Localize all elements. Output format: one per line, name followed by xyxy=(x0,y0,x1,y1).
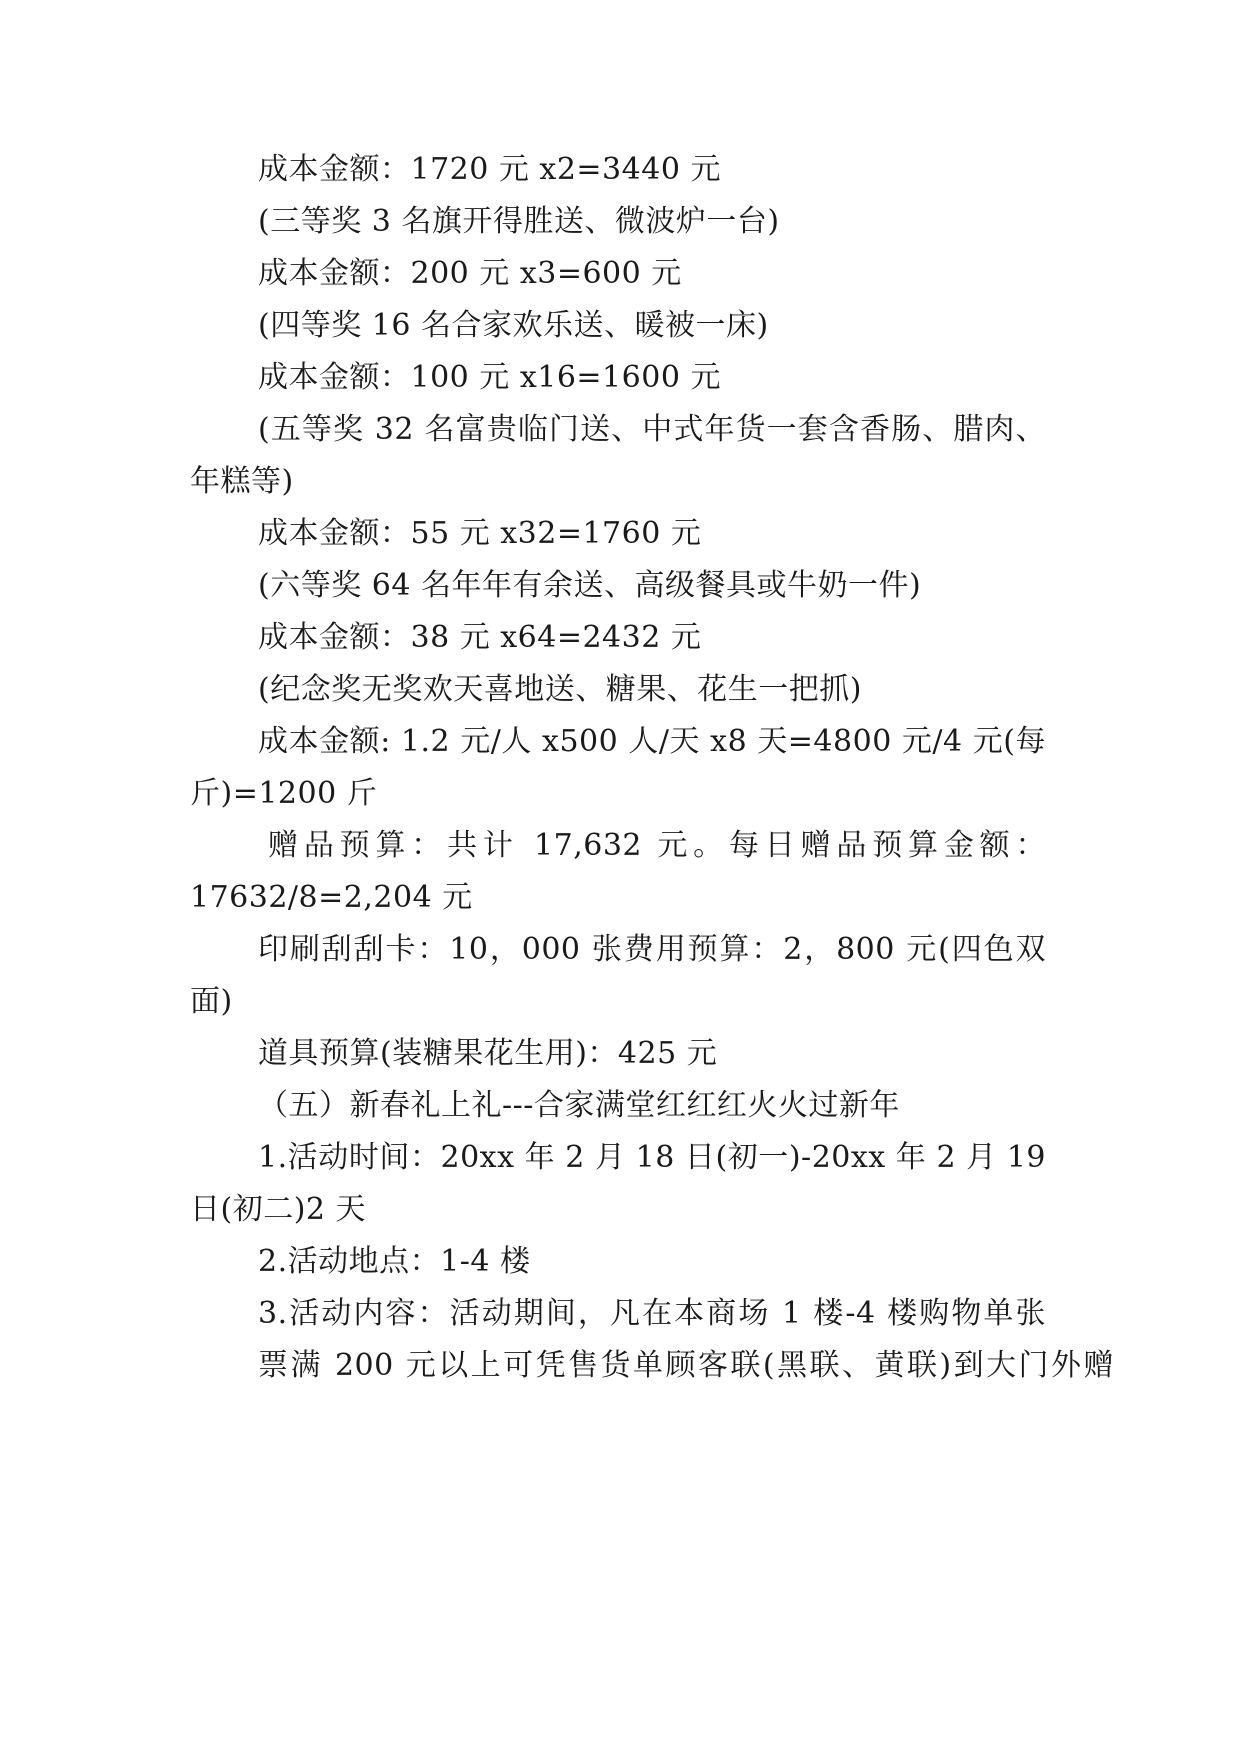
cost-line-souvenir-cont: 斤)=1200 斤 xyxy=(190,776,378,811)
souvenir-prize-line: (纪念奖无奖欢天喜地送、糖果、花生一把抓) xyxy=(258,672,862,707)
props-budget-line: 道具预算(装糖果花生用)：425 元 xyxy=(258,1036,718,1071)
cost-line-fourth-prize: 成本金额：100 元 x16=1600 元 xyxy=(258,360,721,395)
fifth-prize-line-cont: 年糕等) xyxy=(190,464,294,499)
gift-budget-line-cont: 17632/8=2,204 元 xyxy=(190,880,473,915)
scratch-card-budget-line: 印刷刮刮卡：10，000 张费用预算：2，800 元(四色双 xyxy=(258,932,1046,967)
activity-location-line: 2.活动地点：1-4 楼 xyxy=(258,1244,531,1279)
cost-line-second-prize: 成本金额：1720 元 x2=3440 元 xyxy=(258,152,721,187)
cost-line-souvenir: 成本金额: 1.2 元/人 x500 人/天 x8 天=4800 元/4 元(每 xyxy=(258,724,1046,759)
sixth-prize-line: (六等奖 64 名年年有余送、高级餐具或牛奶一件) xyxy=(258,568,922,603)
section-heading-5: （五）新春礼上礼---合家满堂红红红火火过新年 xyxy=(258,1088,900,1123)
fifth-prize-line: (五等奖 32 名富贵临门送、中式年货一套含香肠、腊肉、 xyxy=(258,412,1046,447)
cost-line-third-prize: 成本金额：200 元 x3=600 元 xyxy=(258,256,682,291)
cost-line-sixth-prize: 成本金额：38 元 x64=2432 元 xyxy=(258,620,702,655)
cost-line-fifth-prize: 成本金额：55 元 x32=1760 元 xyxy=(258,516,702,551)
scratch-card-budget-line-cont: 面) xyxy=(190,984,233,1019)
third-prize-line: (三等奖 3 名旗开得胜送、微波炉一台) xyxy=(258,204,780,239)
activity-time-line-cont: 日(初二)2 天 xyxy=(190,1192,367,1227)
activity-content-line: 3.活动内容：活动期间，凡在本商场 1 楼-4 楼购物单张 xyxy=(258,1296,1046,1331)
activity-time-line: 1.活动时间：20xx 年 2 月 18 日(初一)-20xx 年 2 月 19 xyxy=(258,1140,1046,1175)
fourth-prize-line: (四等奖 16 名合家欢乐送、暖被一床) xyxy=(258,308,769,343)
activity-content-line-cont: 票满 200 元以上可凭售货单顾客联(黑联、黄联)到大门外赠 xyxy=(258,1348,1114,1383)
gift-budget-line: 赠品预算：共计 17,632 元。每日赠品预算金额： xyxy=(268,828,1046,863)
